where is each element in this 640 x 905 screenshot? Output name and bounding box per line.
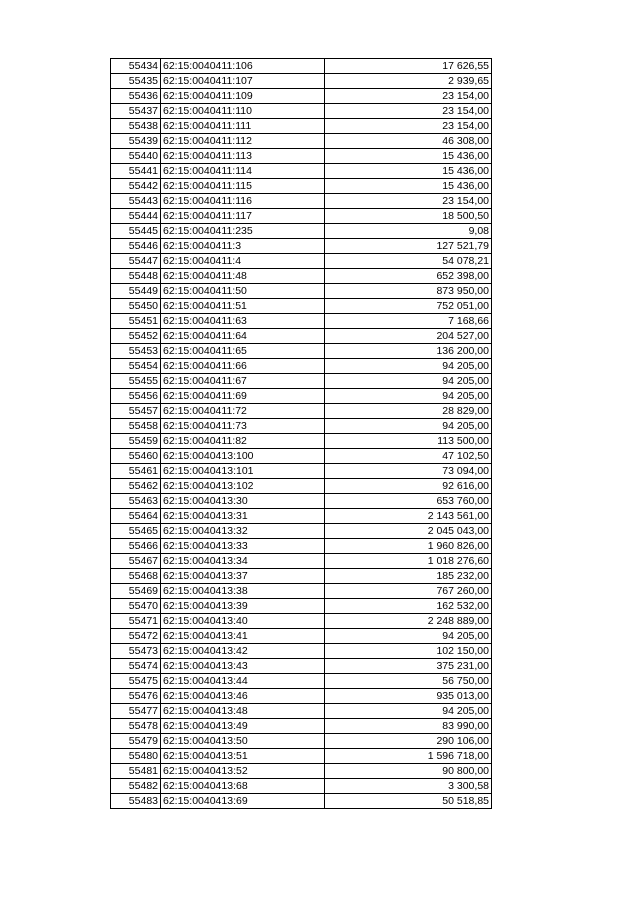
cadastral-number-cell: 62:15:0040413:37	[161, 569, 325, 584]
cadastral-number-cell: 62:15:0040413:48	[161, 704, 325, 719]
table-row	[111, 644, 492, 659]
value-cell: 15 436,00	[325, 164, 492, 179]
value-cell: 90 800,00	[325, 764, 492, 779]
table-row	[111, 194, 492, 209]
cadastral-number-cell: 62:15:0040411:117	[161, 209, 325, 224]
table-row	[111, 374, 492, 389]
cadastral-number-cell: 62:15:0040411:66	[161, 359, 325, 374]
value-cell: 652 398,00	[325, 269, 492, 284]
value-cell: 18 500,50	[325, 209, 492, 224]
cadastral-number-cell: 62:15:0040413:41	[161, 629, 325, 644]
table-row	[111, 554, 492, 569]
table-row	[111, 254, 492, 269]
table-row	[111, 209, 492, 224]
value-cell: 23 154,00	[325, 104, 492, 119]
cadastral-number-cell: 62:15:0040411:65	[161, 344, 325, 359]
row-number-cell: 55457	[111, 404, 161, 419]
row-number-cell: 55461	[111, 464, 161, 479]
table-row	[111, 404, 492, 419]
row-number-cell: 55472	[111, 629, 161, 644]
table-row	[111, 689, 492, 704]
value-cell: 136 200,00	[325, 344, 492, 359]
cadastral-number-cell: 62:15:0040411:109	[161, 89, 325, 104]
value-cell: 3 300,58	[325, 779, 492, 794]
row-number-cell: 55462	[111, 479, 161, 494]
table-row	[111, 479, 492, 494]
value-cell: 113 500,00	[325, 434, 492, 449]
row-number-cell: 55466	[111, 539, 161, 554]
row-number-cell: 55436	[111, 89, 161, 104]
row-number-cell: 55460	[111, 449, 161, 464]
cadastral-number-cell: 62:15:0040411:72	[161, 404, 325, 419]
table-row	[111, 359, 492, 374]
cadastral-number-cell: 62:15:0040411:69	[161, 389, 325, 404]
table-row	[111, 329, 492, 344]
row-number-cell: 55452	[111, 329, 161, 344]
table-row	[111, 149, 492, 164]
table-row	[111, 704, 492, 719]
value-cell: 94 205,00	[325, 374, 492, 389]
value-cell: 935 013,00	[325, 689, 492, 704]
row-number-cell: 55470	[111, 599, 161, 614]
table-row	[111, 239, 492, 254]
table-row	[111, 614, 492, 629]
cadastral-number-cell: 62:15:0040413:69	[161, 794, 325, 809]
value-cell: 127 521,79	[325, 239, 492, 254]
row-number-cell: 55477	[111, 704, 161, 719]
cadastral-number-cell: 62:15:0040411:112	[161, 134, 325, 149]
table-row	[111, 464, 492, 479]
row-number-cell: 55463	[111, 494, 161, 509]
cadastral-number-cell: 62:15:0040411:64	[161, 329, 325, 344]
table-row	[111, 299, 492, 314]
value-cell: 23 154,00	[325, 194, 492, 209]
row-number-cell: 55471	[111, 614, 161, 629]
cadastral-number-cell: 62:15:0040413:44	[161, 674, 325, 689]
row-number-cell: 55449	[111, 284, 161, 299]
value-cell: 162 532,00	[325, 599, 492, 614]
value-cell: 2 248 889,00	[325, 614, 492, 629]
row-number-cell: 55480	[111, 749, 161, 764]
table-row	[111, 794, 492, 809]
row-number-cell: 55464	[111, 509, 161, 524]
row-number-cell: 55434	[111, 59, 161, 74]
row-number-cell: 55478	[111, 719, 161, 734]
table-row	[111, 584, 492, 599]
table-row	[111, 89, 492, 104]
value-cell: 1 018 276,60	[325, 554, 492, 569]
cadastral-number-cell: 62:15:0040413:43	[161, 659, 325, 674]
value-cell: 17 626,55	[325, 59, 492, 74]
cadastral-number-cell: 62:15:0040411:82	[161, 434, 325, 449]
value-cell: 73 094,00	[325, 464, 492, 479]
row-number-cell: 55438	[111, 119, 161, 134]
table-row	[111, 524, 492, 539]
value-cell: 653 760,00	[325, 494, 492, 509]
cadastral-number-cell: 62:15:0040411:113	[161, 149, 325, 164]
table-row	[111, 629, 492, 644]
value-cell: 204 527,00	[325, 329, 492, 344]
value-cell: 94 205,00	[325, 704, 492, 719]
row-number-cell: 55482	[111, 779, 161, 794]
cadastral-number-cell: 62:15:0040413:68	[161, 779, 325, 794]
cadastral-number-cell: 62:15:0040413:40	[161, 614, 325, 629]
table-row	[111, 164, 492, 179]
table-row	[111, 389, 492, 404]
row-number-cell: 55451	[111, 314, 161, 329]
row-number-cell: 55481	[111, 764, 161, 779]
cadastral-number-cell: 62:15:0040413:100	[161, 449, 325, 464]
value-cell: 94 205,00	[325, 419, 492, 434]
cadastral-number-cell: 62:15:0040413:50	[161, 734, 325, 749]
row-number-cell: 55448	[111, 269, 161, 284]
value-cell: 873 950,00	[325, 284, 492, 299]
cadastral-number-cell: 62:15:0040411:63	[161, 314, 325, 329]
value-cell: 9,08	[325, 224, 492, 239]
row-number-cell: 55465	[111, 524, 161, 539]
row-number-cell: 55454	[111, 359, 161, 374]
row-number-cell: 55444	[111, 209, 161, 224]
value-cell: 54 078,21	[325, 254, 492, 269]
row-number-cell: 55458	[111, 419, 161, 434]
row-number-cell: 55483	[111, 794, 161, 809]
cadastral-number-cell: 62:15:0040413:42	[161, 644, 325, 659]
table-row	[111, 419, 492, 434]
table-row	[111, 314, 492, 329]
table-row	[111, 134, 492, 149]
table-row	[111, 719, 492, 734]
value-cell: 1 960 826,00	[325, 539, 492, 554]
value-cell: 83 990,00	[325, 719, 492, 734]
value-cell: 94 205,00	[325, 629, 492, 644]
value-cell: 290 106,00	[325, 734, 492, 749]
cadastral-number-cell: 62:15:0040413:33	[161, 539, 325, 554]
row-number-cell: 55456	[111, 389, 161, 404]
table-row	[111, 284, 492, 299]
row-number-cell: 55435	[111, 74, 161, 89]
table-row	[111, 119, 492, 134]
table-row	[111, 104, 492, 119]
cadastral-number-cell: 62:15:0040413:32	[161, 524, 325, 539]
value-cell: 185 232,00	[325, 569, 492, 584]
cadastral-number-cell: 62:15:0040413:39	[161, 599, 325, 614]
cadastral-number-cell: 62:15:0040413:46	[161, 689, 325, 704]
value-cell: 767 260,00	[325, 584, 492, 599]
table-row	[111, 434, 492, 449]
value-cell: 2 045 043,00	[325, 524, 492, 539]
value-cell: 15 436,00	[325, 179, 492, 194]
table-body	[111, 59, 492, 809]
value-cell: 94 205,00	[325, 389, 492, 404]
cadastral-number-cell: 62:15:0040411:114	[161, 164, 325, 179]
cadastral-number-cell: 62:15:0040413:34	[161, 554, 325, 569]
cadastral-number-cell: 62:15:0040411:235	[161, 224, 325, 239]
table-row	[111, 509, 492, 524]
table-row	[111, 59, 492, 74]
cadastral-number-cell: 62:15:0040411:111	[161, 119, 325, 134]
cadastral-number-cell: 62:15:0040413:51	[161, 749, 325, 764]
cadastral-number-cell: 62:15:0040411:3	[161, 239, 325, 254]
cadastral-number-cell: 62:15:0040413:52	[161, 764, 325, 779]
cadastral-number-cell: 62:15:0040411:4	[161, 254, 325, 269]
value-cell: 2 939,65	[325, 74, 492, 89]
cadastral-number-cell: 62:15:0040411:51	[161, 299, 325, 314]
cadastral-number-cell: 62:15:0040413:49	[161, 719, 325, 734]
value-cell: 23 154,00	[325, 119, 492, 134]
value-cell: 7 168,66	[325, 314, 492, 329]
value-cell: 102 150,00	[325, 644, 492, 659]
cadastral-number-cell: 62:15:0040411:73	[161, 419, 325, 434]
cadastral-number-cell: 62:15:0040413:102	[161, 479, 325, 494]
row-number-cell: 55459	[111, 434, 161, 449]
value-cell: 375 231,00	[325, 659, 492, 674]
value-cell: 1 596 718,00	[325, 749, 492, 764]
table-row	[111, 449, 492, 464]
row-number-cell: 55469	[111, 584, 161, 599]
row-number-cell: 55476	[111, 689, 161, 704]
table-row	[111, 734, 492, 749]
value-cell: 46 308,00	[325, 134, 492, 149]
cadastral-value-table	[110, 58, 492, 809]
row-number-cell: 55475	[111, 674, 161, 689]
table-row	[111, 179, 492, 194]
row-number-cell: 55441	[111, 164, 161, 179]
table-row	[111, 344, 492, 359]
row-number-cell: 55467	[111, 554, 161, 569]
row-number-cell: 55440	[111, 149, 161, 164]
value-cell: 752 051,00	[325, 299, 492, 314]
row-number-cell: 55453	[111, 344, 161, 359]
table-row	[111, 599, 492, 614]
table-row	[111, 764, 492, 779]
value-cell: 23 154,00	[325, 89, 492, 104]
cadastral-number-cell: 62:15:0040411:110	[161, 104, 325, 119]
value-cell: 47 102,50	[325, 449, 492, 464]
table-row	[111, 224, 492, 239]
cadastral-number-cell: 62:15:0040413:31	[161, 509, 325, 524]
row-number-cell: 55447	[111, 254, 161, 269]
row-number-cell: 55479	[111, 734, 161, 749]
row-number-cell: 55473	[111, 644, 161, 659]
cadastral-number-cell: 62:15:0040411:116	[161, 194, 325, 209]
value-cell: 28 829,00	[325, 404, 492, 419]
value-cell: 15 436,00	[325, 149, 492, 164]
table-row	[111, 569, 492, 584]
table-row	[111, 749, 492, 764]
cadastral-number-cell: 62:15:0040413:101	[161, 464, 325, 479]
cadastral-number-cell: 62:15:0040411:106	[161, 59, 325, 74]
cadastral-number-cell: 62:15:0040411:107	[161, 74, 325, 89]
cadastral-number-cell: 62:15:0040411:48	[161, 269, 325, 284]
row-number-cell: 55455	[111, 374, 161, 389]
value-cell: 92 616,00	[325, 479, 492, 494]
value-cell: 94 205,00	[325, 359, 492, 374]
row-number-cell: 55468	[111, 569, 161, 584]
table-row	[111, 659, 492, 674]
value-cell: 50 518,85	[325, 794, 492, 809]
row-number-cell: 55443	[111, 194, 161, 209]
cadastral-number-cell: 62:15:0040413:38	[161, 584, 325, 599]
row-number-cell: 55474	[111, 659, 161, 674]
table-row	[111, 539, 492, 554]
row-number-cell: 55437	[111, 104, 161, 119]
cadastral-number-cell: 62:15:0040411:50	[161, 284, 325, 299]
table-row	[111, 494, 492, 509]
table-row	[111, 674, 492, 689]
table-row	[111, 779, 492, 794]
row-number-cell: 55446	[111, 239, 161, 254]
table-row	[111, 74, 492, 89]
row-number-cell: 55439	[111, 134, 161, 149]
row-number-cell: 55442	[111, 179, 161, 194]
cadastral-number-cell: 62:15:0040411:67	[161, 374, 325, 389]
table-row	[111, 269, 492, 284]
value-cell: 2 143 561,00	[325, 509, 492, 524]
row-number-cell: 55450	[111, 299, 161, 314]
cadastral-number-cell: 62:15:0040413:30	[161, 494, 325, 509]
cadastral-number-cell: 62:15:0040411:115	[161, 179, 325, 194]
row-number-cell: 55445	[111, 224, 161, 239]
value-cell: 56 750,00	[325, 674, 492, 689]
